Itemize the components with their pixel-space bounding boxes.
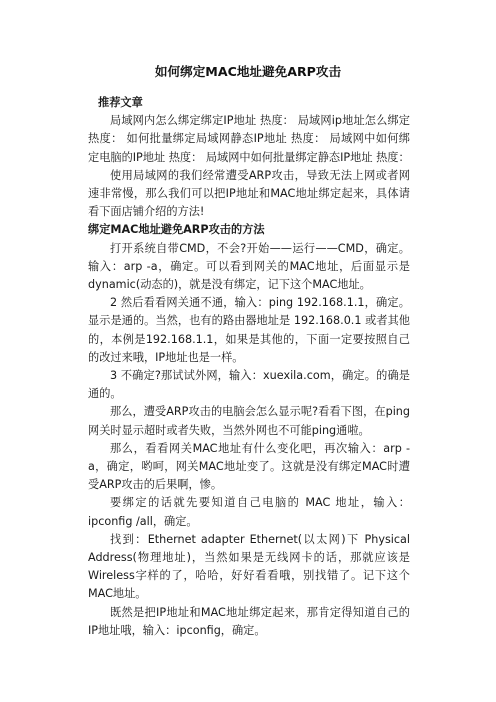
paragraph-step-2: 2 然后看看网关通不通，输入：ping 192.168.1.1，确定。显示是通的。当然，也有的路由器地址是 192.168.0.1 或者其他的，本例是192.168.1.1，如果是其他的，下面一定要按照自己的改过来哦，IP地址也是一样。: [88, 296, 410, 364]
recommended-heading: 推荐文章: [98, 96, 143, 109]
recommended-links: 局域网内怎么绑定绑定IP地址 热度： 局域网ip地址怎么绑定 热度： 如何批量绑定局域网静态IP地址 热度： 局域网中如何绑定电脑的IP地址 热度： 局域网中如何批量绑定静态IP地址 热度：: [88, 114, 410, 164]
paragraph-step-3: 3 不确定?那试试外网，输入：xuexila.com，确定。的确是通的。: [88, 369, 410, 401]
paragraph-attack: 那么，遭受ARP攻击的电脑会怎么显示呢?看看下图，在ping网关时显示超时或者失败，当然外网也不可能ping通啦。: [88, 405, 410, 437]
paragraph-intro: 使用局域网的我们经常遭受ARP攻击，导致无法上网或者网速非常慢，那么我们可以把IP地址和MAC地址绑定起来，具体请看下面店铺介绍的方法!: [88, 168, 410, 219]
paragraph-step-1: 打开系统自带CMD，不会?开始——运行——CMD，确定。输入：arp -a，确定。可以看到网关的MAC地址，后面显示是dynamic(动态的)，就是没有绑定，记下这个MAC地址。: [88, 241, 410, 292]
page-title: 如何绑定MAC地址避免ARP攻击: [154, 64, 342, 79]
paragraph-physical-address: 找到：Ethernet adapter Ethernet(以太网)下 Physical Address(物理地址)，当然如果是无线网卡的话，那就应该是Wireless字样的了，哈哈，好好看看哦，别找错了。记下这个MAC地址。: [88, 532, 410, 601]
section-heading: 绑定MAC地址避免ARP攻击的方法: [88, 223, 265, 237]
paragraph-mac-change: 那么，看看网关MAC地址有什么变化吧，再次输入：arp -a，确定，哟呵，网关MAC地址变了。这就是没有绑定MAC时遭受ARP攻击的后果啊，惨。: [88, 441, 410, 492]
paragraph-ipconfig: 既然是把IP地址和MAC地址绑定起来，那肯定得知道自己的IP地址哦，输入：ipconfig，确定。: [88, 605, 410, 637]
article-body: [88, 94, 410, 640]
paragraph-ipconfig-all: 要绑定的话就先要知道自己电脑的 MAC 地址，输入：ipconfig /all，确定。: [88, 496, 410, 528]
